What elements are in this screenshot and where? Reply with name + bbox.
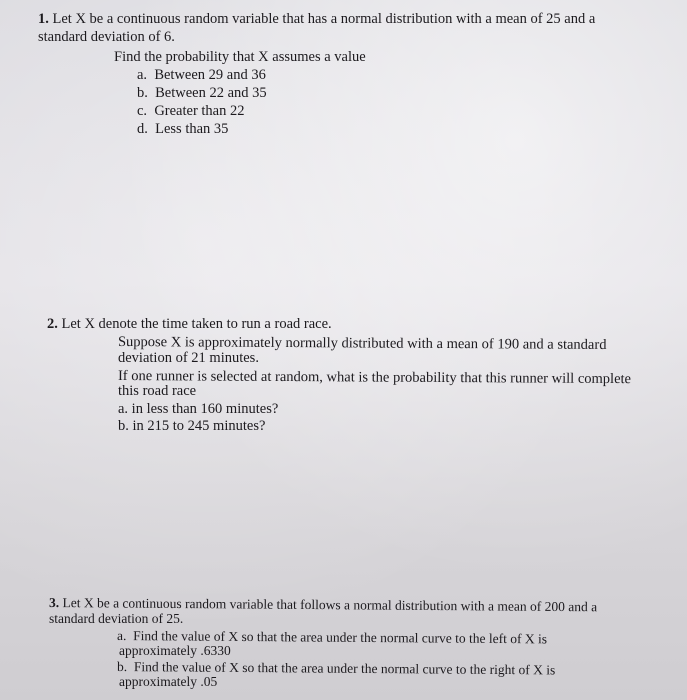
question-1-part-b [137,85,267,102]
question-3-part-a-line-2: approximately .6330 [119,643,231,658]
question-2-line-4: If one runner is selected at random, what is the probability that this runner will complete [117,368,632,388]
question-2-number: 2. [47,316,58,332]
part-text: Find the value of X so that the area under the normal curve to the right of X is [133,659,556,678]
question-2-intro [47,316,332,333]
part-letter: a. [137,67,148,83]
part-text: Between 29 and 36 [154,67,266,83]
question-1-intro-line-1 [38,11,595,28]
question-2-part-a: a. in less than 160 minutes? [118,401,279,417]
question-3-number: 3. [48,595,60,611]
part-letter: b. [137,85,148,101]
question-3-intro-text: Let X be a continuous random variable that follows a normal distribution with a mean of 200 and a [62,595,598,615]
question-1-intro-line-2: standard deviation of 6. [38,29,175,45]
question-1-number: 1. [38,11,49,27]
question-2-part-b: b. in 215 to 245 minutes? [118,418,266,434]
question-1-part-a [137,67,266,84]
question-1-intro-text: Let X be a continuous random variable that has a normal distribution with a mean of 25 and a [52,11,596,27]
question-1-part-c [137,103,245,120]
question-1-prompt: Find the probability that X assumes a value [114,49,366,65]
question-1-part-d [137,121,228,138]
question-2-line-3: deviation of 21 minutes. [118,350,259,366]
part-text: Greater than 22 [154,103,245,119]
question-3-intro-line-2: standard deviation of 25. [49,611,184,626]
question-3-part-b-line-2: approximately .05 [119,674,218,689]
question-2-line-2: Suppose X is approximately normally distributed with a mean of 190 and a standard [117,334,607,353]
part-text: Between 22 and 35 [155,85,267,101]
part-letter: d. [137,121,148,137]
part-letter: a. [116,628,127,644]
part-letter: b. [116,659,128,675]
part-text: Less than 35 [155,121,229,137]
part-letter: c. [137,103,148,119]
part-text: Find the value of X so that the area under the normal curve to the left of X is [133,628,548,647]
question-2-intro-text: Let X denote the time taken to run a road race. [61,316,332,332]
question-2-line-5: this road race [118,383,197,399]
